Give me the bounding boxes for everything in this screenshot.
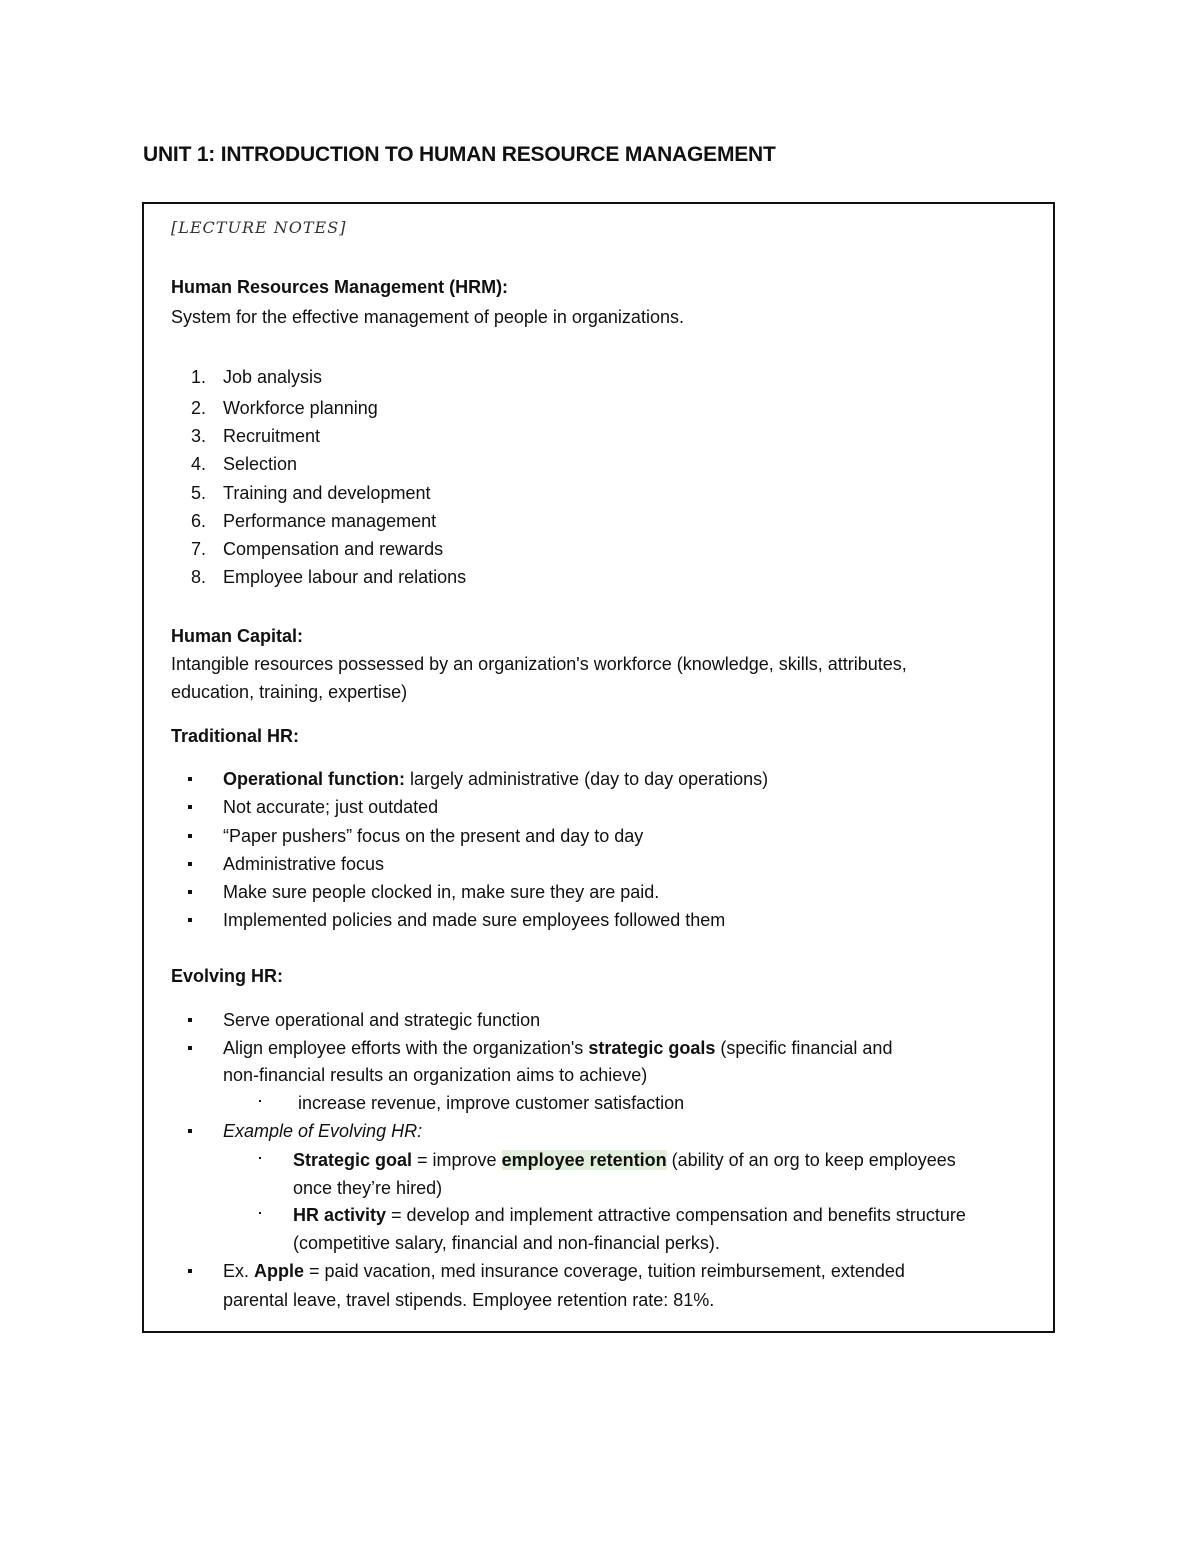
list-text: Workforce planning xyxy=(223,398,378,418)
bullet-post: (specific financial and xyxy=(715,1038,893,1058)
capital-heading: Human Capital: xyxy=(171,626,304,646)
bullet-pre: Align employee efforts with the organization's xyxy=(223,1038,589,1058)
bold-term: Operational function: xyxy=(223,769,405,789)
bullet-icon xyxy=(188,862,192,866)
bold-term: Apple xyxy=(254,1261,305,1281)
bullet-text xyxy=(223,765,1043,793)
list-text: Compensation and rewards xyxy=(223,539,444,559)
bullet-text xyxy=(223,1257,1043,1285)
bullet-icon xyxy=(188,918,192,922)
sub-bullet-icon xyxy=(259,1212,261,1214)
bullet-text: parental leave, travel stipends. Employee retention rate: 81%. xyxy=(223,1290,715,1310)
list-text: Selection xyxy=(223,454,298,474)
bullet-icon xyxy=(188,777,192,781)
bullet-text: Make sure people clocked in, make sure they are paid. xyxy=(223,882,660,902)
bullet-text: Example of Evolving HR: xyxy=(223,1121,423,1141)
hrm-heading: Human Resources Management (HRM): xyxy=(171,277,509,297)
sub-bullet-text: (competitive salary, financial and non-financial perks). xyxy=(293,1233,720,1253)
sub-mid: = improve xyxy=(412,1150,502,1170)
sub-bullet-text: once they’re hired) xyxy=(293,1178,443,1198)
bullet-icon xyxy=(188,1046,192,1050)
page-title: UNIT 1: INTRODUCTION TO HUMAN RESOURCE MANAGEMENT xyxy=(143,143,776,166)
bullet-icon xyxy=(188,890,192,894)
list-text: Training and development xyxy=(223,483,431,503)
list-text: Employee labour and relations xyxy=(223,567,467,587)
bullet-text: Not accurate; just outdated xyxy=(223,797,439,817)
list-number: 4. xyxy=(190,454,206,474)
sub-bullet-text: increase revenue, improve customer satisfaction xyxy=(298,1093,685,1113)
bullet-text: Implemented policies and made sure employees followed them xyxy=(223,910,726,930)
bold-term: strategic goals xyxy=(588,1038,716,1058)
list-text: Performance management xyxy=(223,511,437,531)
bullet-icon xyxy=(188,805,192,809)
bullet-text: non-financial results an organization aims to achieve) xyxy=(223,1065,648,1085)
sub-bullet-icon xyxy=(259,1157,261,1159)
sub-bullet-text xyxy=(293,1146,1043,1174)
bullet-text: “Paper pushers” focus on the present and day to day xyxy=(223,826,644,846)
evolving-heading: Evolving HR: xyxy=(171,966,284,986)
list-text: Job analysis xyxy=(223,367,323,387)
lecture-notes-tag: [LECTURE NOTES] xyxy=(171,218,347,237)
traditional-heading: Traditional HR: xyxy=(171,726,300,746)
list-number: 7. xyxy=(190,539,206,559)
bullet-post: = paid vacation, med insurance coverage, tuition reimbursement, extended xyxy=(304,1261,905,1281)
capital-text: Intangible resources possessed by an organization's workforce (knowledge, skills, attributes, xyxy=(171,654,907,674)
bullet-rest: largely administrative (day to day operations) xyxy=(405,769,769,789)
hrm-definition: System for the effective management of people in organizations. xyxy=(171,307,684,327)
bullet-icon xyxy=(188,1018,192,1022)
list-number: 5. xyxy=(190,483,206,503)
bullet-pre: Ex. xyxy=(223,1261,255,1281)
list-number: 8. xyxy=(190,567,206,587)
bold-term: Strategic goal xyxy=(293,1150,413,1170)
bold-term: HR activity xyxy=(293,1205,387,1225)
list-number: 3. xyxy=(190,426,206,446)
bullet-text: Administrative focus xyxy=(223,854,385,874)
list-number: 1. xyxy=(190,367,206,387)
capital-text: education, training, expertise) xyxy=(171,682,408,702)
bullet-icon xyxy=(188,834,192,838)
bullet-icon xyxy=(188,1129,192,1133)
sub-post: (ability of an org to keep employees xyxy=(666,1150,956,1170)
bullet-text xyxy=(223,1034,1043,1062)
bullet-icon xyxy=(188,1269,192,1273)
highlighted-term: employee retention xyxy=(501,1150,667,1170)
bullet-text: Serve operational and strategic function xyxy=(223,1010,541,1030)
sub-bullet-icon xyxy=(259,1100,261,1102)
sub-post: = develop and implement attractive compensation and benefits structure xyxy=(386,1205,966,1225)
list-text: Recruitment xyxy=(223,426,321,446)
notes-box xyxy=(142,202,1055,1333)
sub-bullet-text xyxy=(293,1201,1043,1229)
list-number: 6. xyxy=(190,511,206,531)
list-number: 2. xyxy=(190,398,206,418)
